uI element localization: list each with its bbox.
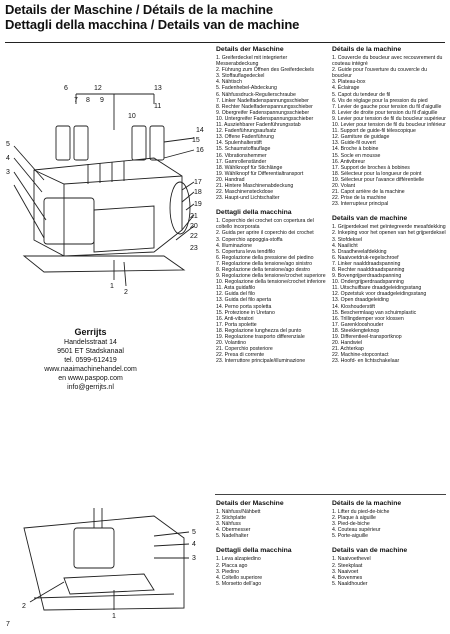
list-item: 11. Ausziehbarer Fadenführungsstab (216, 122, 301, 129)
list-item: 3. Stoffauflagedeckel (216, 73, 265, 80)
list-item: 14. Kloshouderstift (332, 303, 375, 310)
dealer-phone: tel. 0599-612419 (64, 357, 117, 364)
list-item: 9. Regolazione della tensione/crochet superiore (216, 273, 326, 280)
section-fr-lower (332, 500, 446, 539)
list-item: 2. Guide pour l'ouverture du couvercle du boucleur (332, 67, 427, 80)
parts-list-nl (332, 224, 446, 364)
list-item: 12. Garniture de guidage (332, 134, 390, 141)
list-item: 2. Guida per aprire il coperchio dei crochet (216, 230, 314, 237)
list-item: 5. Draadhevelafdekking (332, 248, 387, 255)
label-5: 5 (6, 141, 10, 148)
list-item: 17. Porta spolette (216, 321, 257, 328)
list-item: 4. Nähtisch (216, 79, 242, 86)
list-item: 1. Coperchio dei crochet con copertura del coltello incorporata (216, 218, 314, 231)
list-item: 8. Levier de droite pour tension du fil d'aiguille (332, 109, 438, 116)
list-item: 9. Levier pour tension de fil du boucleur supérieur (332, 115, 446, 122)
list-item: 21. Capot arrière de la machine (332, 189, 405, 196)
list-item: 19. Wählknopf für Differentialtransport (216, 170, 304, 177)
list-item: 1. Naaivoethevel (332, 556, 371, 563)
list-item: 3. Plateau-box (332, 79, 366, 86)
list-item: 2. Stichplatte (216, 515, 246, 522)
label-1: 1 (110, 283, 114, 290)
list-item: 18. Wählknopf für Stichlänge (216, 164, 283, 171)
list-item: 2. Inkeping voor het openen van het grijperdeksel (332, 230, 446, 237)
lower-label-1: 1 (112, 613, 116, 620)
list-item: 13. Guide-fil ouvert (332, 140, 376, 147)
list-item: 4. Bovenmes (332, 574, 363, 581)
label-11: 11 (154, 103, 162, 110)
list-item: 9. Bovengrijperdraadspanning (332, 273, 402, 280)
list-item: 12. Guida del filo (216, 291, 255, 298)
list-item: 2. Steekplaat (332, 562, 363, 569)
label-2: 2 (124, 289, 128, 296)
list-item: 16. Trillingdemper voor klossen (332, 315, 404, 322)
list-item: 11. Uitschuifbare draadgeleidingsstang (332, 285, 422, 292)
label-16: 16 (196, 147, 204, 154)
dealer-city: 9501 ET Stadskanaal (57, 348, 124, 355)
section-title-de: Details der Maschine (216, 46, 284, 53)
list-item: 20. Volant (332, 182, 356, 189)
list-item: 23. Interrupteur principal (332, 201, 389, 208)
list-item: 15. Beschermlaag van schuimplastic (332, 309, 417, 316)
header-title-line2: Dettagli della macchina / Details van de machine (5, 17, 300, 32)
list-item: 5. Capot du tendeur de fil (332, 91, 391, 98)
list-item: 10. Untergreifer Fadenspannungsschieber (216, 115, 314, 122)
label-23: 23 (190, 245, 198, 252)
list-item: 22. Maschinensteckdose (216, 189, 274, 196)
section-nl (332, 215, 446, 364)
parts-list-de (216, 55, 328, 201)
label-7: 7 (74, 97, 78, 104)
section-it (216, 209, 328, 364)
list-item: 1. Lifter du pied-de-biche (332, 509, 390, 515)
parts-list-fr-lower (332, 509, 446, 539)
list-item: 15. Schaumstoffauflage (216, 146, 271, 153)
label-3: 3 (6, 169, 10, 176)
column-right-upper (332, 46, 446, 373)
list-item: 10. Ondergrijperdraadspanning (332, 279, 404, 286)
label-6: 6 (64, 85, 68, 92)
list-item: 3. Nähfuss (216, 521, 241, 528)
list-item: 8. Rechter naalddraadspanning (332, 267, 405, 273)
label-18: 18 (194, 189, 202, 196)
list-item: 9. Obergreifer Fadenspannungsschieber (216, 109, 310, 116)
section-title-fr-lower: Détails de la machine (332, 500, 402, 507)
list-item: 2. Placca ago (216, 562, 248, 569)
list-item: 17. Garnrollenständer (216, 158, 267, 165)
parts-list-de-lower (216, 509, 328, 539)
list-item: 5. Morsetto dell'ago (216, 580, 262, 587)
list-item: 18. Sélecteur pour la longueur de point (332, 170, 422, 177)
section-de-lower (216, 500, 328, 539)
list-item: 17. Garenklooshouder (332, 321, 384, 328)
list-item: 20. Handrad (216, 176, 245, 183)
list-item: 1. Greiferdeckel mit integrierter Messerabdeckung (216, 55, 288, 68)
header-title-line1: Details der Maschine / Détails de la machine (5, 2, 273, 17)
section-title-it: Dettagli della macchina (216, 209, 292, 217)
parts-list-it-lower (216, 556, 328, 586)
section-title-nl-lower: Details van de machine (332, 547, 408, 555)
lower-label-2: 2 (22, 603, 26, 610)
list-item: 21. Achterkap (332, 346, 364, 353)
list-item: 11. Support de guide-fil télescopique (332, 128, 416, 135)
list-item: 7. Levier de gauche pour tension du fil d'aiguille (332, 103, 442, 110)
section-fr (332, 46, 446, 207)
dealer-website-2[interactable]: en www.paspop.com (58, 375, 123, 382)
list-item: 22. Prise de la machine (332, 195, 387, 202)
parts-list-it (216, 218, 328, 364)
list-item: 13. Offene Fadenführung (216, 134, 274, 141)
page-edge (446, 0, 450, 634)
section-title-fr: Détails de la machine (332, 46, 402, 53)
list-item: 5. Copertura leva tendifilo (216, 248, 276, 255)
list-item: 23. Interruttore principale/illuminazione (216, 358, 306, 365)
label-12: 12 (94, 85, 102, 92)
dealer-email[interactable]: info@gerrijts.nl (67, 384, 114, 391)
list-item: 16. Vibrationshemmer (216, 152, 267, 159)
list-item: 5. Fadenhebel-Abdeckung (216, 85, 277, 92)
list-item: 5. Nadelhalter (216, 533, 249, 540)
list-item: 2. Plaque à aiguille (332, 515, 376, 522)
list-item: 4. Couteau supérieur (332, 527, 381, 534)
list-item: 4. Naailicht (332, 242, 358, 249)
label-14: 14 (196, 127, 204, 134)
list-item: 11. Asta guidafilo (216, 285, 256, 292)
presser-foot-area-drawing (4, 498, 209, 620)
dealer-address: Handelsstraat 14 (64, 339, 117, 346)
list-item: 22. Machine-stopcontact (332, 352, 389, 359)
list-item: 18. Steeklengteknop (332, 327, 380, 334)
list-item: 19. Regolazione trasporto differenziale (216, 334, 305, 341)
list-item: 4. Coltello superiore (216, 574, 263, 581)
section-title-de-lower: Details der Maschine (216, 500, 284, 507)
dealer-stamp (8, 326, 173, 392)
list-item: 14. Broche à bobine (332, 146, 379, 153)
label-10: 10 (128, 113, 136, 120)
list-item: 7. Regolazione della tensione/ago sinistro (216, 260, 313, 267)
list-item: 5. Porte-aiguille (332, 533, 369, 540)
dealer-name: Gerrijts (74, 327, 107, 337)
column-left-upper (216, 46, 328, 373)
section-nl-lower (332, 547, 446, 586)
list-item: 4. Éclairage (332, 85, 360, 92)
label-20: 20 (190, 223, 198, 230)
label-17: 17 (194, 179, 202, 186)
list-item: 21. Coperchio posteriore (216, 346, 273, 353)
section-divider (215, 494, 447, 495)
list-item: 4. Illuminazione (216, 242, 253, 249)
list-item: 22. Presa di corrente (216, 352, 265, 359)
list-item: 19. Differentieel-transportknop (332, 334, 402, 341)
section-it-lower (216, 547, 328, 586)
list-item: 7. Linker Nadelfadenspannungsschieber (216, 97, 309, 104)
list-item: 15. Protezione in Uretano (216, 309, 275, 316)
list-item: 6. Naaivoetdruk-regelschroef (332, 254, 399, 261)
list-item: 14. Perno porta spoletta (216, 303, 272, 310)
list-item: 13. Open draadgeleiding (332, 297, 389, 304)
lower-label-3: 3 (192, 555, 196, 562)
label-19: 19 (194, 201, 202, 208)
parts-list-nl-lower (332, 556, 446, 586)
label-15: 15 (192, 137, 200, 144)
label-8: 8 (86, 97, 90, 104)
label-13: 13 (154, 85, 162, 92)
list-item: 14. Spulenhalterstift (216, 140, 262, 147)
list-item: 4. Obermesser (216, 527, 251, 534)
list-item: 21. Hintere Maschinenabdeckung (216, 182, 294, 189)
label-22: 22 (190, 233, 198, 240)
list-item: 3. Coperchio appoggia-stoffa (216, 236, 283, 243)
parts-list-fr (332, 55, 446, 207)
lower-label-4: 4 (192, 541, 196, 548)
list-item: 23. Haupt-und Lichtschalter (216, 195, 280, 202)
dealer-website-1[interactable]: www.naaimachinehandel.com (44, 366, 137, 373)
list-item: 16. Antivibreur (332, 158, 366, 165)
list-item: 16. Anti-vibratori (216, 315, 254, 322)
list-item: 6. Vis de réglage pour la pression du pied (332, 97, 428, 104)
list-item: 3. Pied-de-biche (332, 521, 370, 528)
list-item: 10. Regolazione della tensione/crochet inferiore (216, 279, 326, 286)
list-item: 6. Regolazione della pressione del piedino (216, 254, 314, 261)
overlocker-machine-drawing (4, 80, 204, 305)
list-item: 10. Levier pour tension de fil du boucleur inférieur (332, 122, 446, 129)
list-item: 18. Regolazione lunghezza del punto (216, 327, 302, 334)
list-item: 7. Linker naalddraadspanning (332, 260, 401, 267)
list-item: 1. Grijperdeksel met geïntegreerde mesafdekking (332, 224, 446, 231)
list-item: 17. Support de broches à bobines (332, 164, 410, 171)
list-item: 5. Naaldhouder (332, 580, 368, 587)
list-item: 15. Socle en mousse (332, 152, 381, 159)
list-item: 8. Rechter Nadelfadenspannungsschieber (216, 103, 313, 110)
list-item: 12. Fadenführungsaufsatz (216, 128, 277, 135)
list-item: 13. Guida del filo aperta (216, 297, 272, 304)
page-header (5, 2, 445, 43)
page-number: 7 (6, 621, 10, 628)
label-21: 21 (190, 213, 198, 220)
section-title-nl: Details van de machine (332, 215, 408, 223)
column-right-lower (332, 500, 446, 595)
column-left-lower (216, 500, 328, 595)
list-item: 20. Handwiel (332, 340, 362, 347)
list-item: 1. Nähfuss/Nähbett (216, 509, 261, 515)
list-item: 3. Naaivoet (332, 568, 359, 575)
section-de (216, 46, 328, 201)
list-item: 2. Führung zum Öffnen des Greiferdeckels (216, 67, 314, 74)
label-9: 9 (100, 97, 104, 104)
list-item: 12. Opzetstuk voor draadgeleidingsstang (332, 291, 427, 298)
label-4: 4 (6, 155, 10, 162)
lower-label-5: 5 (192, 529, 196, 536)
list-item: 3. Piedino (216, 568, 240, 575)
list-item: 3. Stofdeksel (332, 236, 362, 243)
section-title-it-lower: Dettagli della macchina (216, 547, 292, 555)
list-item: 1. Leva alzapiedino (216, 556, 261, 563)
list-item: 20. Volantino (216, 340, 246, 347)
list-item: 1. Couvercle du boucleur avec recouvrement du couteau intégré (332, 55, 443, 68)
list-item: 6. Nähfussdruck-Regulierschraube (216, 91, 296, 98)
list-item: 8. Regolazione della tensione/ago destro (216, 267, 311, 273)
list-item: 23. Hoofd- en lichtschakelaar (332, 358, 400, 365)
list-item: 19. Sélecteur pour l'avance différentielle (332, 176, 425, 183)
